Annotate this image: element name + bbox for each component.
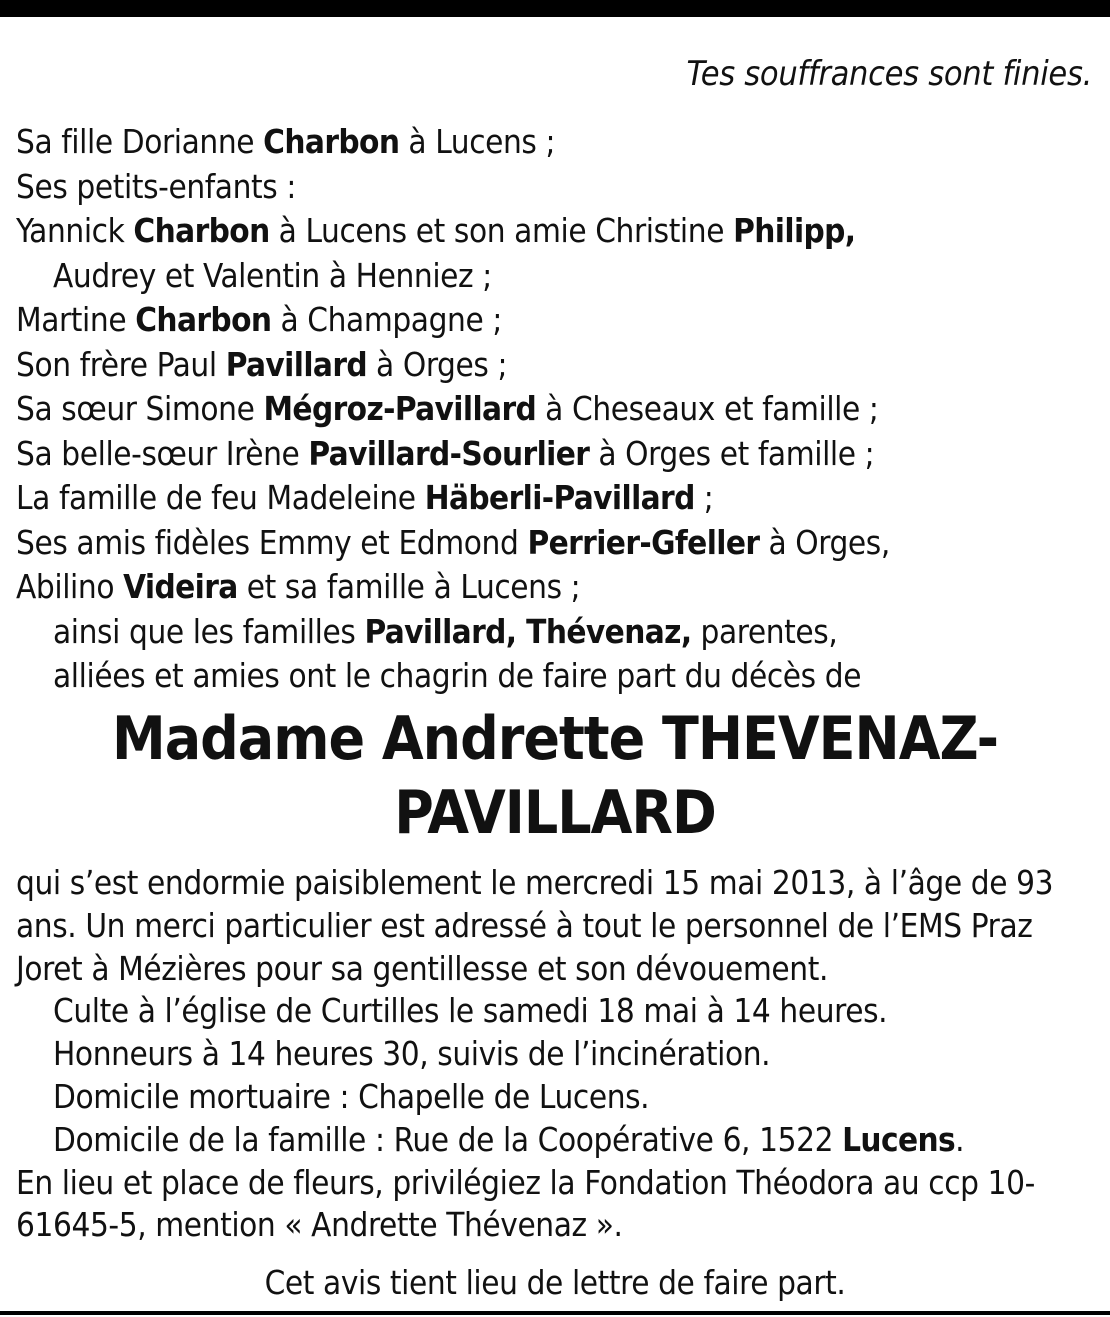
family-text: à Lucens ; (399, 122, 556, 161)
family-line-abilino (16, 565, 1096, 610)
family-line-announcement: alliées et amies ont le chagrin de faire part du décès de (53, 656, 862, 695)
family-surname: Pavillard, Thévenaz, (364, 611, 692, 651)
bottom-rule (0, 1311, 1110, 1315)
family-surname: Mégroz-Pavillard (263, 389, 537, 428)
body-passing-line1: qui s’est endormie paisiblement le mercredi 15 mai 2013, à l’âge de 93 (16, 863, 1054, 902)
family-text: Son frère Paul (16, 344, 226, 384)
family-surname: Pavillard (225, 344, 368, 384)
family-home-text: Domicile de la famille : Rue de la Coopérative 6, 1522 (53, 1119, 843, 1159)
family-line-audrey: Audrey et Valentin à Henniez ; (53, 255, 492, 295)
family-line-sister-in-law (16, 432, 1096, 477)
family-surname: Charbon (263, 122, 400, 161)
family-line-brother (16, 343, 1096, 388)
family-surname: Häberli-Pavillard (424, 478, 695, 517)
body-flowers-line2: 61645-5, mention « Andrette Thévenaz ». (16, 1205, 623, 1245)
body-honours: Honneurs à 14 heures 30, suivis de l’incinération. (53, 1034, 771, 1074)
closing-note: Cet avis tient lieu de lettre de faire part. (264, 1263, 846, 1302)
family-home-city: Lucens (842, 1119, 956, 1159)
body-family-home (16, 1119, 1096, 1162)
family-line-yannick (16, 209, 1096, 254)
family-text: Sa belle-sœur Irène (16, 433, 309, 473)
family-line-martine (16, 298, 1096, 343)
family-text: ; (694, 478, 714, 517)
body-passing-line2: ans. Un merci particulier est adressé à tout le personnel de l’EMS Praz (16, 905, 1033, 945)
family-list (16, 120, 1096, 699)
family-text: La famille de feu Madeleine (16, 478, 425, 517)
family-line-grandchildren-heading: Ses petits-enfants : (16, 166, 296, 206)
family-text: à Orges et famille ; (589, 433, 875, 473)
epigraph: Tes souffrances sont finies. (686, 54, 1092, 94)
family-home-text: . (955, 1119, 965, 1159)
body-passing-line3: Joret à Mézières pour sa gentillesse et son dévouement. (16, 948, 828, 988)
notice-body (16, 862, 1096, 1247)
deceased-name-line1: Madame Andrette THEVENAZ- (112, 704, 998, 774)
deceased-name-line2: PAVILLARD (394, 778, 716, 848)
family-text: à Lucens et son amie Christine (269, 211, 734, 250)
body-flowers-line1: En lieu et place de fleurs, privilégiez la Fondation Théodora au ccp 10- (16, 1162, 1035, 1202)
family-surname: Videira (123, 567, 238, 606)
deceased-name (0, 702, 1110, 850)
family-text: à Orges ; (367, 344, 508, 384)
family-surname: Pavillard-Sourlier (308, 433, 590, 473)
family-text: Yannick (16, 211, 134, 250)
family-line-friends (16, 521, 1096, 566)
family-text: et sa famille à Lucens ; (237, 567, 581, 606)
top-rule (0, 0, 1110, 17)
family-line-families (16, 610, 1096, 655)
family-text: à Champagne ; (271, 300, 502, 339)
family-text: ainsi que les familles (53, 611, 365, 651)
family-surname: Philipp, (733, 211, 856, 250)
family-line-sister (16, 387, 1096, 432)
family-text: Sa sœur Simone (16, 389, 264, 428)
family-text: Ses amis fidèles Emmy et Edmond (16, 522, 528, 562)
family-text: Abilino (16, 567, 124, 606)
family-surname: Charbon (135, 300, 272, 339)
family-text: à Orges, (759, 522, 890, 562)
body-mortuary: Domicile mortuaire : Chapelle de Lucens. (53, 1076, 650, 1116)
family-text: Sa fille Dorianne (16, 122, 264, 161)
body-service: Culte à l’église de Curtilles le samedi 18 mai à 14 heures. (53, 991, 888, 1031)
family-surname: Perrier-Gfeller (527, 522, 760, 562)
family-text: parentes, (691, 611, 838, 651)
family-line-daughter (16, 120, 1096, 165)
family-surname: Charbon (133, 211, 270, 250)
family-text: à Cheseaux et famille ; (536, 389, 879, 428)
family-line-late-madeleine (16, 476, 1096, 521)
family-text: Martine (16, 300, 136, 339)
